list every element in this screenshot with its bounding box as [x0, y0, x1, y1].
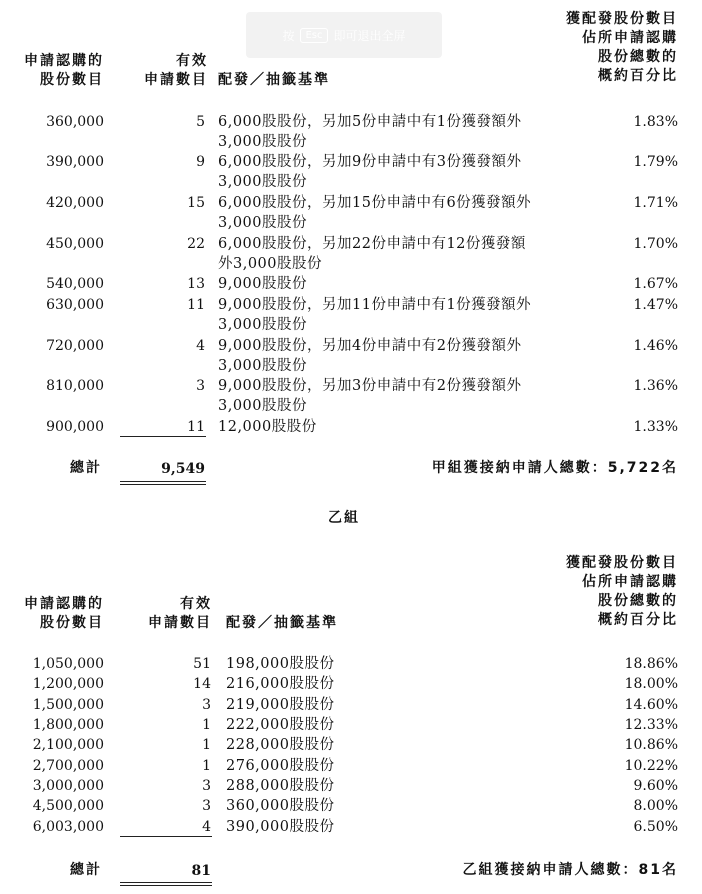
row-shares-applied: 6,003,000	[32, 819, 104, 835]
row-shares-applied: 1,800,000	[32, 717, 104, 733]
row-shares-applied: 720,000	[46, 338, 104, 354]
row-percentage: 6.50%	[633, 819, 678, 835]
row-valid-applications: 51	[193, 656, 211, 672]
total-rule-top	[120, 436, 206, 437]
row-percentage: 1.36%	[633, 378, 678, 394]
header-shares-applied-b: 申請認購的 股份數目	[24, 596, 104, 631]
row-allotment-basis: 216,000股股份	[226, 676, 335, 692]
row-shares-applied: 810,000	[46, 378, 104, 394]
total-double-rule-b-2	[120, 885, 212, 886]
row-valid-applications: 11	[187, 419, 205, 435]
row-shares-applied: 390,000	[46, 154, 104, 170]
row-shares-applied: 2,100,000	[32, 737, 104, 753]
total-double-rule-2	[120, 484, 206, 485]
group-a-total-label: 總計	[70, 460, 102, 476]
row-allotment-basis: 6,000股股份，另加15份申請中有6份獲發額外3,000股股份	[218, 195, 532, 231]
row-percentage: 1.79%	[633, 154, 678, 170]
row-valid-applications: 1	[202, 758, 211, 774]
row-allotment-basis: 12,000股股份	[218, 419, 317, 435]
row-valid-applications: 14	[193, 676, 211, 692]
row-valid-applications: 3	[202, 778, 211, 794]
row-allotment-basis: 9,000股股份，另加4份申請中有2份獲發額外3,000股股份	[218, 338, 522, 374]
row-allotment-basis: 9,000股股份	[218, 276, 308, 292]
row-percentage: 8.00%	[633, 798, 678, 814]
row-shares-applied: 1,050,000	[32, 656, 104, 672]
row-allotment-basis: 288,000股股份	[226, 778, 335, 794]
row-shares-applied: 2,700,000	[32, 758, 104, 774]
row-allotment-basis: 9,000股股份，另加11份申請中有1份獲發額外3,000股股份	[218, 297, 532, 333]
row-allotment-basis: 276,000股股份	[226, 758, 335, 774]
row-percentage: 1.70%	[633, 236, 678, 252]
group-b-total-value: 81	[191, 863, 211, 879]
header-basis-b: 配發／抽籤基準	[226, 615, 338, 631]
row-percentage: 14.60%	[624, 697, 678, 713]
group-b-summary: 乙組獲接納申請人總數：81名	[462, 862, 678, 878]
row-valid-applications: 1	[202, 737, 211, 753]
row-shares-applied: 900,000	[46, 419, 104, 435]
row-percentage: 10.22%	[624, 758, 678, 774]
row-shares-applied: 1,500,000	[32, 697, 104, 713]
row-percentage: 1.47%	[633, 297, 678, 313]
row-allotment-basis: 9,000股股份，另加3份申請中有2份獲發額外3,000股股份	[218, 378, 522, 414]
hint-press: 按	[282, 28, 295, 43]
row-valid-applications: 3	[202, 697, 211, 713]
row-percentage: 9.60%	[633, 778, 678, 794]
header-percentage-b: 獲配發股份數目 佔所申請認購 股份總數的 概約百分比	[566, 555, 678, 628]
hint-action: 即可退出全屏	[333, 28, 406, 43]
row-valid-applications: 13	[187, 276, 205, 292]
row-shares-applied: 630,000	[46, 297, 104, 313]
row-shares-applied: 540,000	[46, 276, 104, 292]
row-allotment-basis: 6,000股股份，另加9份申請中有3份獲發額外3,000股股份	[218, 154, 522, 190]
row-valid-applications: 11	[187, 297, 205, 313]
row-shares-applied: 360,000	[46, 114, 104, 130]
row-shares-applied: 4,500,000	[32, 798, 104, 814]
row-valid-applications: 22	[187, 236, 205, 252]
row-valid-applications: 15	[187, 195, 205, 211]
row-percentage: 18.86%	[624, 656, 678, 672]
row-valid-applications: 4	[202, 819, 211, 835]
group-b-total-label: 總計	[70, 862, 102, 878]
row-valid-applications: 4	[196, 338, 205, 354]
esc-key-icon: Esc	[300, 28, 327, 43]
header-percentage: 獲配發股份數目 佔所申請認購 股份總數的 概約百分比	[566, 11, 678, 84]
group-a-total-value: 9,549	[161, 461, 205, 477]
total-rule-top-b	[120, 836, 212, 837]
row-valid-applications: 9	[196, 154, 205, 170]
group-b-title: 乙組	[328, 510, 360, 526]
header-valid-applications: 有效 申請數目	[144, 53, 208, 88]
fullscreen-exit-hint	[246, 12, 442, 58]
row-valid-applications: 3	[196, 378, 205, 394]
row-percentage: 1.83%	[633, 114, 678, 130]
header-shares-applied: 申請認購的 股份數目	[24, 53, 104, 88]
row-percentage: 1.46%	[633, 338, 678, 354]
row-percentage: 1.33%	[633, 419, 678, 435]
header-valid-applications-b: 有效 申請數目	[148, 596, 212, 631]
row-valid-applications: 3	[202, 798, 211, 814]
row-allotment-basis: 198,000股股份	[226, 656, 335, 672]
row-allotment-basis: 360,000股股份	[226, 798, 335, 814]
total-double-rule-b-1	[120, 882, 212, 883]
row-shares-applied: 450,000	[46, 236, 104, 252]
row-percentage: 12.33%	[624, 717, 678, 733]
row-percentage: 18.00%	[624, 676, 678, 692]
row-allotment-basis: 390,000股股份	[226, 819, 335, 835]
row-percentage: 10.86%	[624, 737, 678, 753]
row-percentage: 1.71%	[633, 195, 678, 211]
header-basis: 配發／抽籤基準	[218, 72, 330, 88]
row-shares-applied: 3,000,000	[32, 778, 104, 794]
total-double-rule-1	[120, 481, 206, 482]
row-shares-applied: 1,200,000	[32, 676, 104, 692]
group-a-summary: 甲組獲接納申請人總數：5,722名	[431, 460, 678, 476]
row-allotment-basis: 228,000股股份	[226, 737, 335, 753]
row-valid-applications: 1	[202, 717, 211, 733]
row-shares-applied: 420,000	[46, 195, 104, 211]
row-allotment-basis: 222,000股股份	[226, 717, 335, 733]
row-percentage: 1.67%	[633, 276, 678, 292]
row-valid-applications: 5	[196, 114, 205, 130]
row-allotment-basis: 6,000股股份，另加5份申請中有1份獲發額外3,000股股份	[218, 114, 522, 150]
row-allotment-basis: 219,000股股份	[226, 697, 335, 713]
row-allotment-basis: 6,000股股份，另加22份申請中有12份獲發額外3,000股股份	[218, 236, 526, 272]
